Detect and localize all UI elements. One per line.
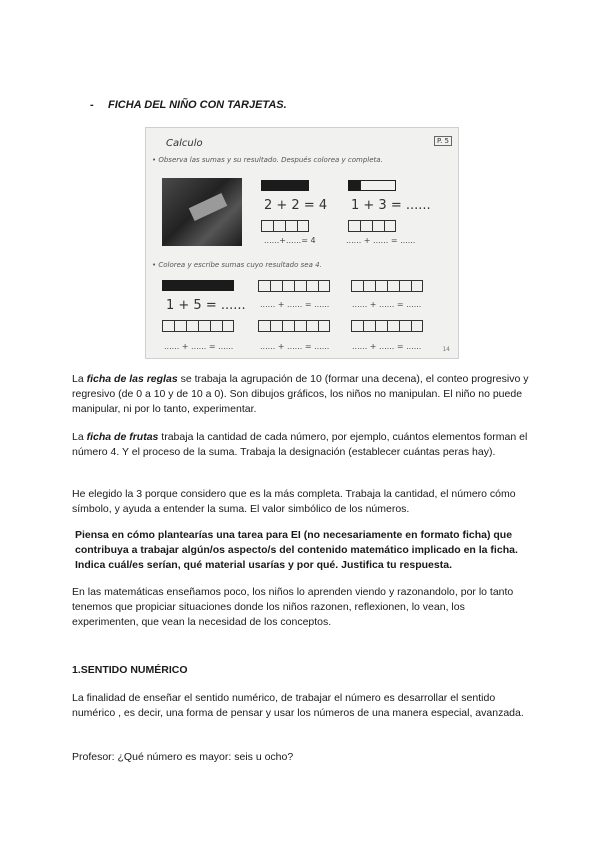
paragraph-frutas (72, 430, 532, 460)
paragraph-reglas (72, 372, 532, 417)
worksheet-blank-5: ...... + ...... = ...... (260, 342, 330, 351)
cell-strip (162, 320, 234, 332)
worksheet-blank-1: ......+......= 4 (264, 236, 316, 245)
cell-strip (258, 280, 330, 292)
worksheet-blank-4: ...... + ...... = ...... (260, 300, 330, 309)
paragraph-matematicas: En las matemáticas enseñamos poco, los niños lo aprenden viendo y razonandolo, por lo tanto tenemos que propiciar situaciones donde los niños razonen, reflexionen, lo vean, los experimenten, que vean la necesidad de los conceptos. (72, 586, 514, 628)
worksheet-blank-3: ...... + ...... = ...... (164, 342, 234, 351)
cell-strip (351, 320, 423, 332)
worksheet-corner-number: 14 (442, 346, 450, 353)
ruler-bar (348, 180, 360, 191)
heading-text: FICHA DEL NIÑO CON TARJETAS. (108, 99, 287, 111)
heading-dash: - (90, 99, 94, 111)
cell-strip (258, 320, 330, 332)
worksheet-title: Calculo (166, 138, 203, 149)
worksheet-blank-7: ...... + ...... = ...... (352, 342, 422, 351)
ruler-bar (261, 180, 309, 191)
p2-term: ficha de frutas (86, 431, 159, 443)
worksheet-blank-2: ...... + ...... = ...... (346, 236, 416, 245)
p2-prefix: La (72, 431, 87, 443)
cell-strip (261, 220, 309, 232)
worksheet-page-number: P. 5 (434, 136, 452, 146)
p1-term: ficha de las reglas (86, 373, 178, 385)
worksheet-instruction-2: • Colorea y escribe sumas cuyo resultado sea 4. (152, 261, 322, 269)
worksheet-equation-3: 1 + 5 = ...... (166, 298, 246, 313)
p2-body: trabaja la cantidad de cada número, por ejemplo, cuántos elementos forman el número 4. Y el proceso de la suma. Trabaja la designación (establecer cuántas peras hay). (72, 431, 528, 458)
ruler-bar (162, 280, 234, 291)
ruler-bar-outline (360, 180, 396, 191)
worksheet-equation-1: 2 + 2 = 4 (264, 198, 328, 213)
worksheet-blank-6: ...... + ...... = ...... (352, 300, 422, 309)
heading (90, 99, 287, 111)
paragraph-finalidad: La finalidad de enseñar el sentido numérico, de trabajar el número es desarrollar el sentido numérico , es decir, una forma de pensar y usar los números de una manera especial, avanzada. (72, 692, 524, 719)
cell-strip (348, 220, 396, 232)
worksheet-equation-2: 1 + 3 = ...... (351, 198, 431, 213)
p1-body: se trabaja la agrupación de 10 (formar una decena), el conteo progresivo y regresivo (de 0 a 10 y de 10 a 0). Son dibujos gráficos, los niños no manipulan. El niño no puede manipular, ni por lo tanto, experimentar. (72, 373, 529, 415)
section-title: 1.SENTIDO NUMÉRICO (72, 664, 188, 676)
worksheet-photo (162, 178, 242, 246)
paragraph-task-prompt: Piensa en cómo plantearías una tarea para EI (no necesariamente en formato ficha) que contribuya a trabajar algún/os aspecto/s del contenido matemático implicado en la ficha. Indica cuál/es serían, qué material usarías y por qué. Justifica tu respuesta. (75, 529, 518, 571)
paragraph-profesor: Profesor: ¿Qué número es mayor: seis u ocho? (72, 751, 294, 763)
worksheet-instruction-1: • Observa las sumas y su resultado. Después colorea y completa. (152, 156, 383, 164)
worksheet-image (145, 127, 459, 359)
paragraph-eleccion: He elegido la 3 porque considero que es la más completa. Trabaja la cantidad, el número cómo símbolo, y ayuda a entender la suma. El valor simbólico de los números. (72, 488, 516, 515)
cell-strip (351, 280, 423, 292)
p1-prefix: La (72, 373, 87, 385)
